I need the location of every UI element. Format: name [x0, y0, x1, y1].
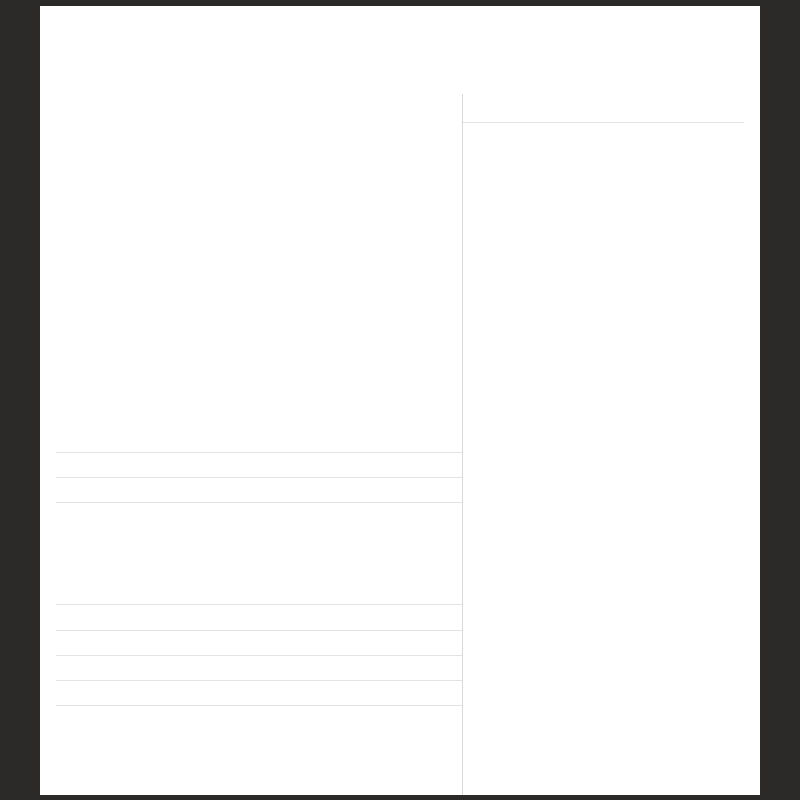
statement-no-sugar	[56, 680, 462, 706]
nutrition-label-panel	[40, 6, 760, 795]
footnote-not-established	[56, 452, 462, 478]
footnote-per-container	[56, 477, 462, 503]
statement-milk	[56, 604, 462, 631]
column-divider	[462, 94, 463, 795]
notice-block	[56, 705, 462, 795]
statement-sweeteners	[56, 630, 462, 656]
footnote-rda	[56, 427, 462, 453]
ingredients-block	[56, 502, 462, 605]
statement-phycocyanin	[56, 655, 462, 681]
amino-header	[463, 98, 744, 123]
